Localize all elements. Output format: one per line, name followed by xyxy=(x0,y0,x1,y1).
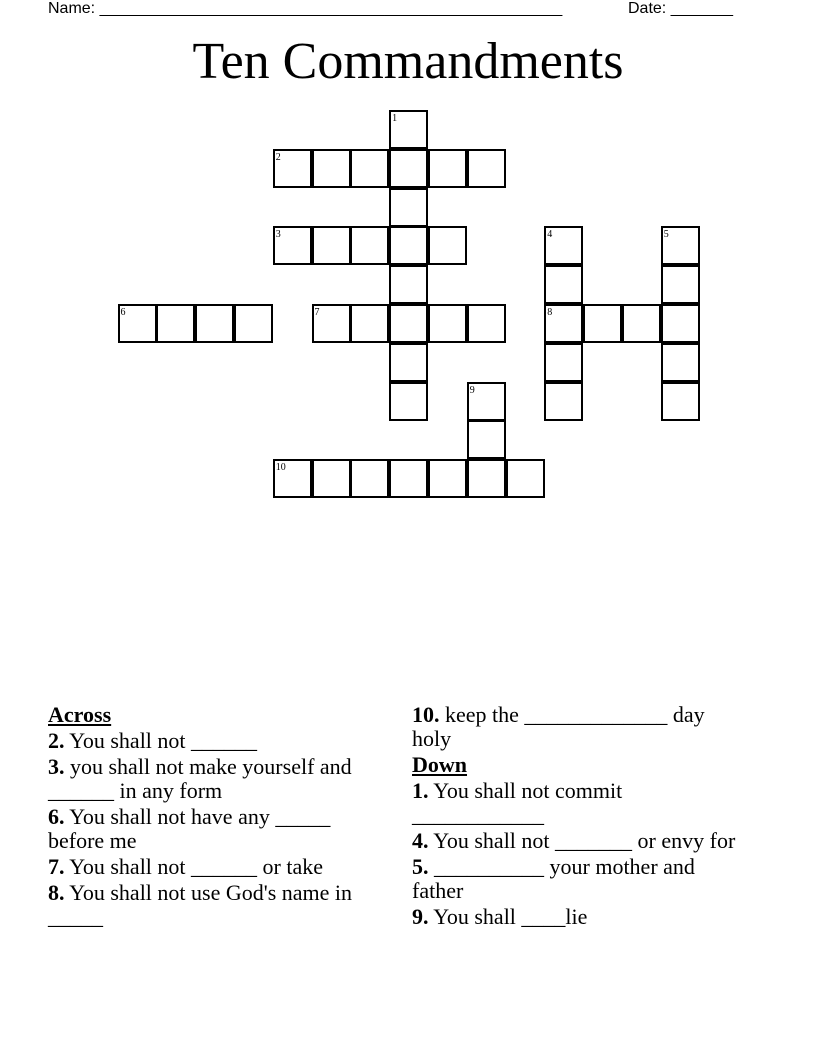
clue-number: 2. xyxy=(48,728,65,753)
clue-number: 6. xyxy=(48,804,65,829)
down-heading: Down xyxy=(412,752,468,777)
crossword-cell[interactable] xyxy=(389,149,428,188)
clue-number: 1. xyxy=(412,778,429,803)
crossword-cell[interactable] xyxy=(312,226,351,265)
crossword-cell[interactable] xyxy=(273,226,312,265)
clue-number-label: 1 xyxy=(392,113,398,124)
clues-column-right xyxy=(412,703,742,931)
crossword-cell[interactable] xyxy=(661,265,700,304)
crossword-cell[interactable] xyxy=(428,304,467,343)
crossword-cell[interactable] xyxy=(389,382,428,421)
crossword-cell[interactable] xyxy=(467,459,506,498)
crossword-cell[interactable] xyxy=(583,304,622,343)
crossword-cell[interactable] xyxy=(312,304,351,343)
clues-column-left xyxy=(48,703,388,931)
crossword-cell[interactable] xyxy=(350,304,389,343)
crossword-cell[interactable] xyxy=(661,304,700,343)
name-field-label: Name: ____________________________________________________ xyxy=(48,0,563,17)
clue-number: 9. xyxy=(412,904,429,929)
crossword-cell[interactable] xyxy=(544,343,583,382)
clue-across-6 xyxy=(48,805,388,853)
crossword-cell[interactable] xyxy=(389,304,428,343)
crossword-cell[interactable] xyxy=(661,382,700,421)
crossword-cell[interactable] xyxy=(428,226,467,265)
across-heading: Across xyxy=(48,702,112,727)
crossword-cell[interactable] xyxy=(389,226,428,265)
clue-number: 8. xyxy=(48,880,65,905)
clue-down-4 xyxy=(412,829,742,853)
clue-text: You shall not use God's name in _____ xyxy=(48,880,353,929)
clue-number-label: 10 xyxy=(275,462,286,474)
crossword-cell[interactable] xyxy=(350,459,389,498)
clue-number-label: 5 xyxy=(663,229,669,241)
crossword-cell[interactable] xyxy=(428,459,467,498)
clue-text: keep the _____________ day holy xyxy=(412,702,705,751)
clue-number-label: 4 xyxy=(547,229,553,241)
crossword-cell[interactable] xyxy=(661,226,700,265)
date-field-label: Date: _______ xyxy=(628,0,733,17)
clue-across-7 xyxy=(48,855,388,879)
clue-text: you shall not make yourself and ______ in any form xyxy=(48,754,352,803)
clue-number-label: 3 xyxy=(275,229,281,241)
clue-down-1 xyxy=(412,779,742,827)
clue-across-8 xyxy=(48,881,388,929)
crossword-cell[interactable] xyxy=(234,304,273,343)
crossword-cell[interactable] xyxy=(467,149,506,188)
crossword-cell[interactable] xyxy=(195,304,234,343)
clue-text: __________ your mother and father xyxy=(412,854,695,903)
clue-text: You shall not commit ____________ xyxy=(412,778,623,827)
crossword-cell[interactable] xyxy=(350,226,389,265)
crossword-cell[interactable] xyxy=(467,420,506,459)
clue-number-label: 7 xyxy=(314,307,320,318)
clue-number: 7. xyxy=(48,854,65,879)
clue-number: 3. xyxy=(48,754,65,779)
crossword-cell[interactable] xyxy=(428,149,467,188)
crossword-cell[interactable] xyxy=(467,304,506,343)
crossword-cell[interactable] xyxy=(389,188,428,227)
clue-number-label: 2 xyxy=(275,151,281,163)
clue-down-9 xyxy=(412,905,742,929)
crossword-cell[interactable] xyxy=(661,343,700,382)
crossword-cell[interactable] xyxy=(273,459,312,498)
crossword-cell[interactable] xyxy=(156,304,195,343)
clue-number-label: 6 xyxy=(120,307,126,318)
clue-number: 10. xyxy=(412,702,440,727)
clue-number-label: 8 xyxy=(547,307,553,318)
clue-number: 5. xyxy=(412,854,429,879)
clue-text: You shall ____lie xyxy=(433,904,588,929)
clue-number-label: 9 xyxy=(469,384,475,396)
crossword-cell[interactable] xyxy=(544,226,583,265)
crossword-cell[interactable] xyxy=(350,149,389,188)
crossword-cell[interactable] xyxy=(273,149,312,188)
crossword-cell[interactable] xyxy=(312,459,351,498)
clue-across-3 xyxy=(48,755,388,803)
clue-number: 4. xyxy=(412,828,429,853)
clue-text: You shall not ______ xyxy=(69,728,258,753)
crossword-cell[interactable] xyxy=(312,149,351,188)
crossword-cell[interactable] xyxy=(544,265,583,304)
clue-text: You shall not _______ or envy for xyxy=(433,828,736,853)
clue-across-10 xyxy=(412,703,742,751)
clue-text: You shall not ______ or take xyxy=(69,854,324,879)
clue-down-5 xyxy=(412,855,742,903)
clue-text: You shall not have any _____ before me xyxy=(48,804,331,853)
crossword-cell[interactable] xyxy=(622,304,661,343)
crossword-cell[interactable] xyxy=(506,459,545,498)
crossword-cell[interactable] xyxy=(389,343,428,382)
crossword-cell[interactable] xyxy=(544,382,583,421)
crossword-cell[interactable] xyxy=(389,265,428,304)
crossword-cell[interactable] xyxy=(118,304,157,343)
crossword-cell[interactable] xyxy=(389,459,428,498)
page-title: Ten Commandments xyxy=(192,33,624,90)
crossword-cell[interactable] xyxy=(389,110,428,149)
crossword-cell[interactable] xyxy=(467,382,506,421)
crossword-cell[interactable] xyxy=(544,304,583,343)
clue-across-2 xyxy=(48,729,388,753)
